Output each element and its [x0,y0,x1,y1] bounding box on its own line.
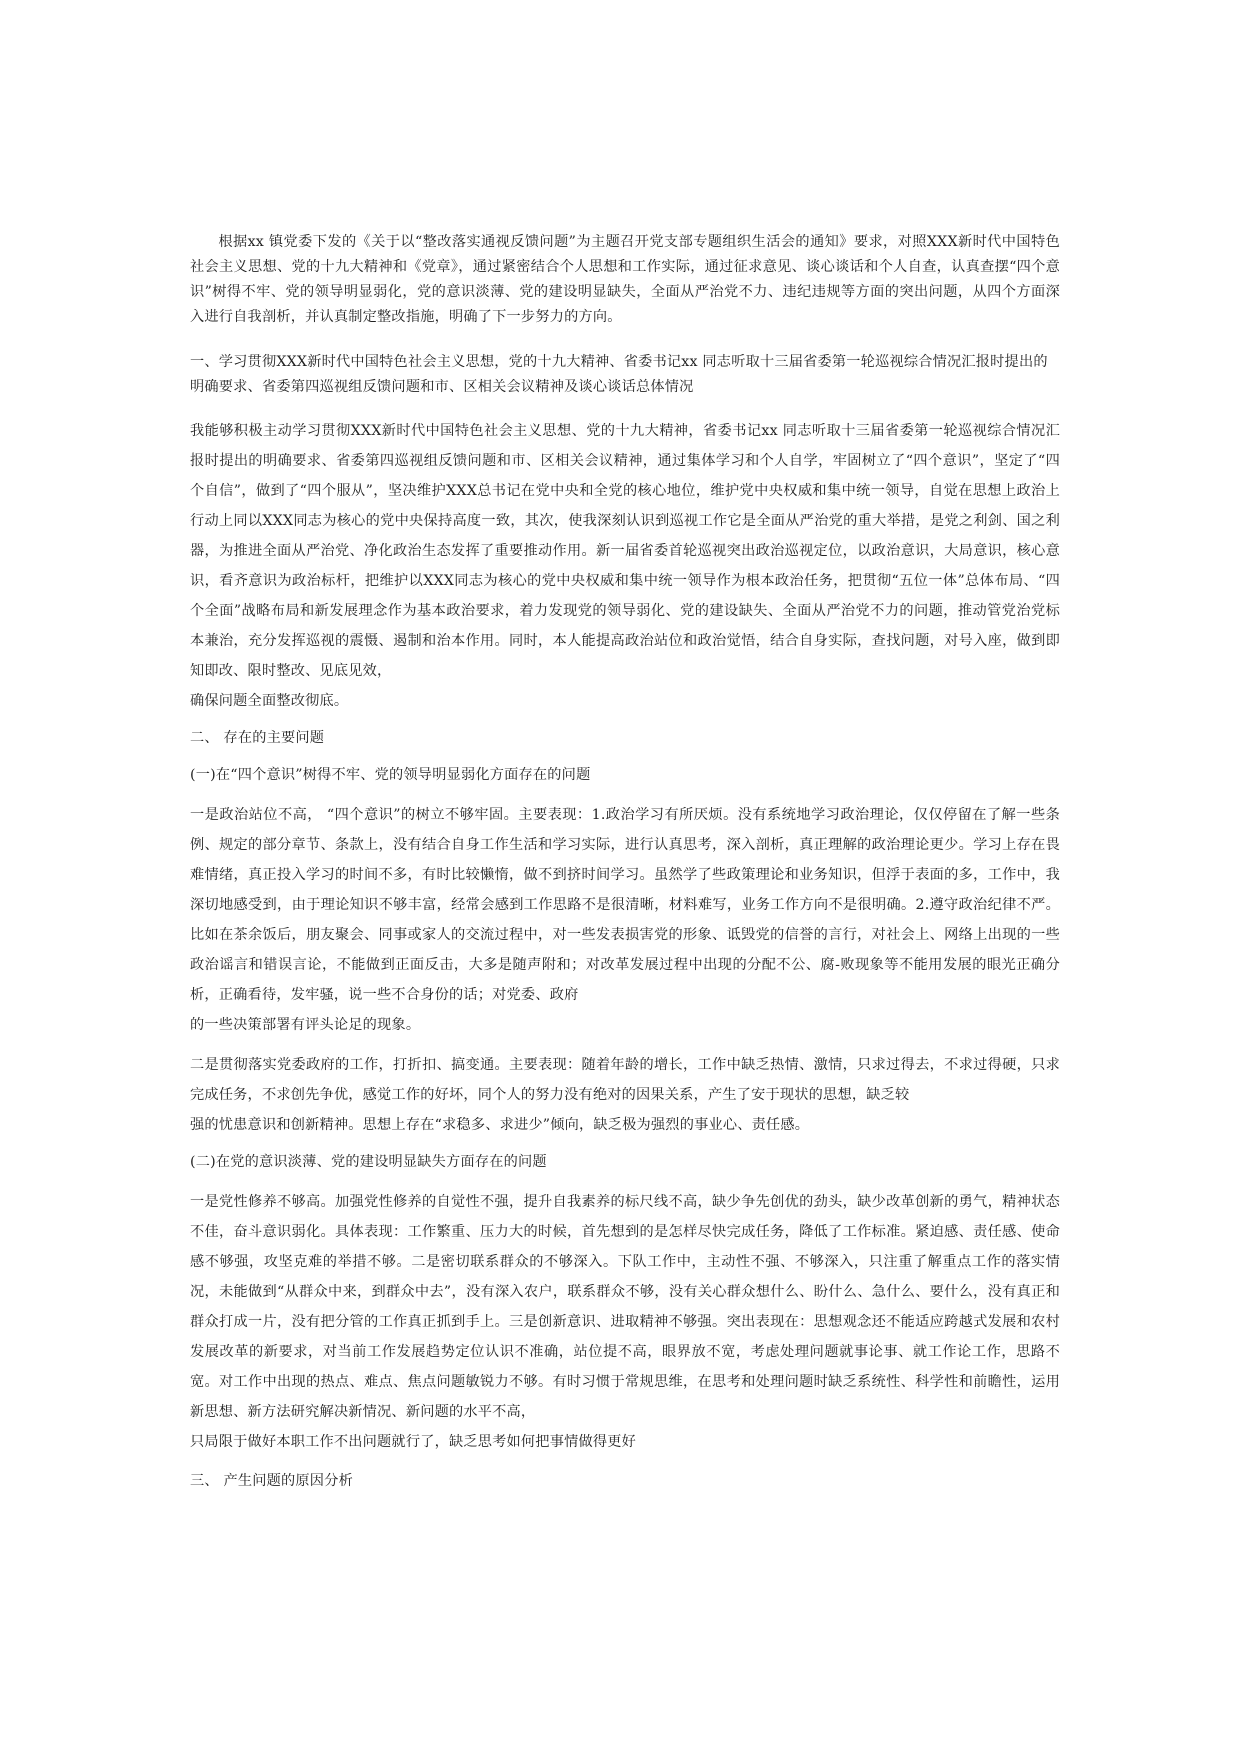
subsection-1-paragraph-1-tail: 的一些决策部署有评头论足的现象。 [190,1017,421,1033]
subsection-1-paragraph-2-tail: 强的忧患意识和创新精神。思想上存在“求稳多、求进少”倾向，缺乏极为强烈的事业心、责任感。 [190,1117,810,1133]
section-1-heading: 一、学习贯彻XXX新时代中国特色社会主义思想，党的十九大精神、省委书记xx 同志听取十三届省委第一轮巡视综合情况汇报时提出的明确要求、省委第四巡视组反馈问题和市、区相关会议精神及谈心谈话总体情况 [190,354,1048,395]
subsection-2-paragraph-1-tail: 只局限于做好本职工作不出问题就行了，缺乏思考如何把事情做得更好 [190,1434,637,1450]
subsection-2-paragraph-1: 一是党性修养不够高。加强党性修养的自觉性不强，提升自我素养的标尺线不高，缺少争先创优的劲头，缺少改革创新的勇气，精神状态不佳，奋斗意识弱化。具体表现：工作繁重、压力大的时候，首先想到的是怎样尽快完成任务，降低了工作标准。紧迫感、责任感、使命感不够强，攻坚克难的举措不够。二是密切联系群众的不够深入。下队工作中，主动性不强、不够深入，只注重了解重点工作的落实情况，未能做到“从群众中来，到群众中去”，没有深入农户，联系群众不够，没有关心群众想什么、盼什么、急什么、要什么，没有真正和群众打成一片，没有把分管的工作真正抓到手上。三是创新意识、进取精神不够强。突出表现在：思想观念还不能适应跨越式发展和农村发展改革的新要求，对当前工作发展趋势定位认识不准确，站位提不高，眼界放不宽，考虑处理问题就事论事、就工作论工作，思路不宽。对工作中出现的热点、难点、焦点问题敏锐力不够。有时习惯于常规思维，在思考和处理问题时缺乏系统性、科学性和前瞻性，运用新思想、新方法研究解决新情况、新问题的水平不高， [190,1194,1060,1420]
intro-paragraph: 根据xx 镇党委下发的《关于以“整改落实通视反馈问题”为主题召开党支部专题组织生活会的通知》要求，对照XXX新时代中国特色社会主义思想、党的十九大精神和《党章》，通过紧密结合个人思想和工作实际，通过征求意见、谈心谈话和个人自查，认真查摆“四个意识”树得不牢、党的领导明显弱化，党的意识淡薄、党的建设明显缺失，全面从严治党不力、违纪违规等方面的突出问题，从四个方面深入进行自我剖析，并认真制定整改指施，明确了下一步努力的方向。 [190,234,1060,325]
document-page [190,230,1060,1494]
subsection-1-paragraph-1: 一是政治站位不高， “四个意识”的树立不够牢固。主要表现：1.政治学习有所厌烦。没有系统地学习政治理论，仅仅停留在了解一些条例、规定的部分章节、条款上，没有结合自身工作生活和学习实际，进行认真思考，深入剖析，真正理解的政治理论更少。学习上存在畏难情绪，真正投入学习的时间不多，有时比较懒惰，做不到挤时间学习。虽然学了些政策理论和业务知识，但浮于表面的多，工作中，我深切地感受到，由于理论知识不够丰富，经常会感到工作思路不是很清晰，材料难写，业务工作方向不是很明确。2.遵守政治纪律不严。比如在茶余饭后，朋友聚会、同事或家人的交流过程中，对一些发表损害党的形象、诋毁党的信誉的言行，对社会上、网络上出现的一些政治谣言和错误言论，不能做到正面反击，大多是随声附和；对改革发展过程中出现的分配不公、腐-败现象等不能用发展的眼光正确分析，正确看待，发牢骚，说一些不合身份的话；对党委、政府 [190,807,1060,1003]
subsection-1-paragraph-2: 二是贯彻落实党委政府的工作，打折扣、搞变通。主要表现：随着年龄的增长，工作中缺乏热情、激情，只求过得去，不求过得硬，只求完成任务，不求创先争优，感觉工作的好坏，同个人的努力没有绝对的因果关系，产生了安于现状的思想，缺乏较 [190,1057,1060,1103]
subsection-2-heading: (二)在党的意识淡薄、党的建设明显缺失方面存在的问题 [190,1154,547,1170]
section-1-tail: 确保问题全面整改彻底。 [190,693,349,709]
subsection-1-heading: (一)在“四个意识”树得不牢、党的领导明显弱化方面存在的问题 [190,767,591,783]
section-1-body: 我能够积极主动学习贯彻XXX新时代中国特色社会主义思想、党的十九大精神，省委书记xx 同志听取十三届省委第一轮巡视综合情况汇报时提出的明确要求、省委第四巡视组反馈问题和市、区相关会议精神，通过集体学习和个人自学，牢固树立了“四个意识”，坚定了“四个自信”，做到了“四个服从”，坚决维护XXX总书记在党中央和全党的核心地位，维护党中央权威和集中统一领导，自觉在思想上政治上行动上同以XXX同志为核心的党中央保持高度一致，其次，使我深刻认识到巡视工作它是全面从严治党的重大举措，是党之利剑、国之利器，为推进全面从严治党、净化政治生态发挥了重要推动作用。新一届省委首轮巡视突出政治巡视定位，以政治意识，大局意识，核心意识，看齐意识为政治标杆，把维护以XXX同志为核心的党中央权威和集中统一领导作为根本政治任务，把贯彻“五位一体”总体布局、“四个全面”战略布局和新发展理念作为基本政治要求，着力发现党的领导弱化、党的建设缺失、全面从严治党不力的问题，推动管党治党标本兼治，充分发挥巡视的震慑、遏制和治本作用。同时，本人能提高政治站位和政治觉悟，结合自身实际，查找问题，对号入座，做到即知即改、限时整改、见底见效， [190,423,1060,679]
section-3-heading: 三、 产生问题的原因分析 [190,1473,353,1489]
section-2-heading: 二、 存在的主要问题 [190,730,325,746]
